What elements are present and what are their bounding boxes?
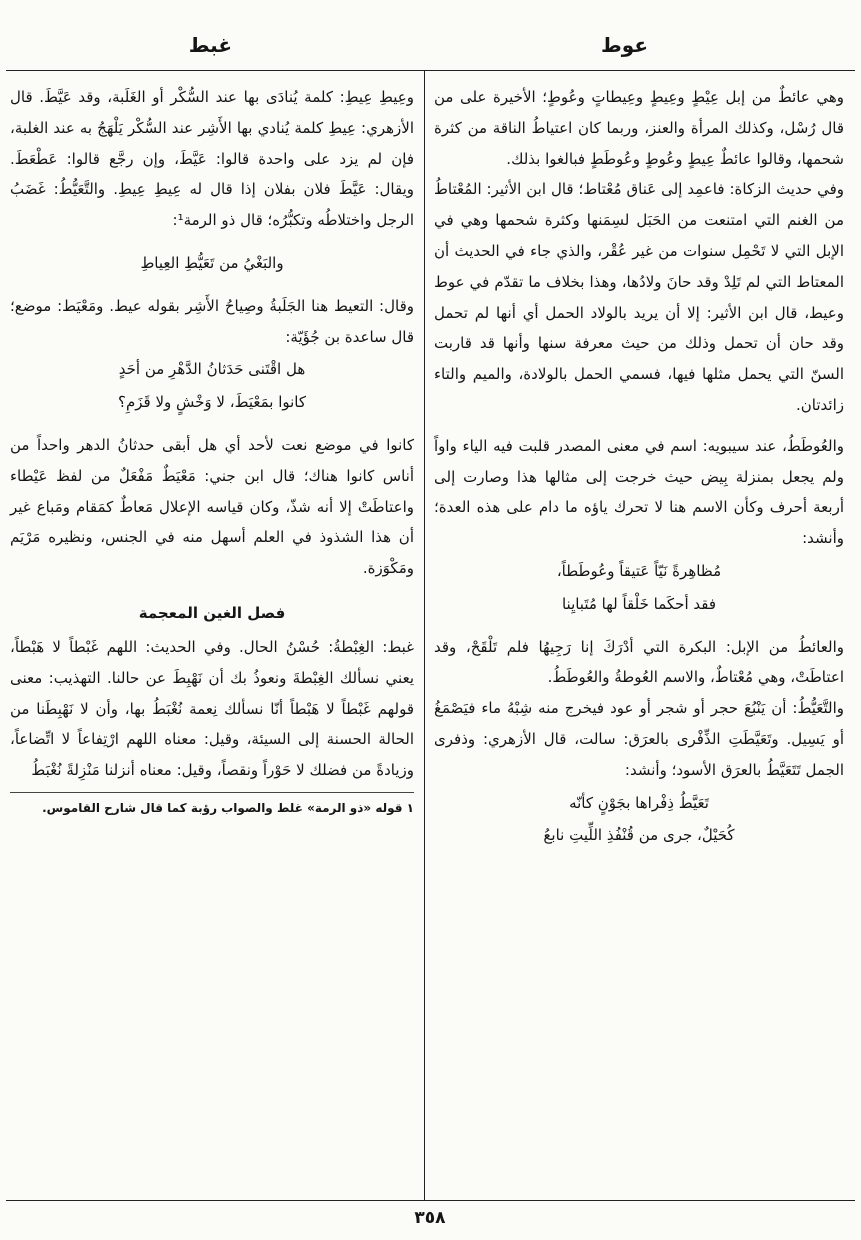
verse-line: والبَغْيُ من تَعَيُّطِ العِياطِ <box>140 253 284 272</box>
column-divider <box>424 70 425 1200</box>
running-head-left: غبط <box>188 33 232 57</box>
running-head-right: عوط <box>601 33 648 57</box>
right-column <box>434 82 844 853</box>
verse-line: كُحَيْلٌ، جرى من قُنْفُذِ اللِّيتِ نابعُ <box>543 826 735 845</box>
paragraph: وعِيطِ عِيطِ: كلمة يُنادَى بها عند السُّكْر أو الغَلَبة، وقد عَيَّطَ. قال الأزهري: عِيطِ كلمة يُنادي بها الأَشِر عند السُّكْر يَلْهَجُ به عند الغلبة، فإن لم يزد على واحدة قالوا: عَيَّطَ، وإن رجَّع قالوا: عَطْعَطَ. ويقال: عَيَّطَ فلان بفلان إذا قال له عِيطِ عِيطِ. والتَّعَيُّطُ: غَضَبُ الرجل واختلاطُه وتكبُّرُه؛ قال ذو الرمة¹: <box>10 88 414 230</box>
footnote-rule <box>10 792 414 793</box>
top-rule <box>6 70 855 71</box>
page-header <box>0 32 861 62</box>
paragraph: وهي عائطٌ من إبل عِيْطٍ وعِيطٍ وعِيطاتٍ وعُوطٍ؛ الأخيرة على من قال رُسْل، وكذلك المرأة والعنز، وربما كان اعتياطُ الناقة من كثرة شحمها، وقالوا عائطٌ عِيطٍ وعُوطٍ وعُوطَطٍ فبالغوا بذلك. <box>434 88 844 168</box>
verse-line: فقد أحكَما خَلْقاً لها مُتَبايِنا <box>561 594 717 613</box>
section-title: فصل الغين المعجمة <box>138 603 286 622</box>
paragraph: كانوا في موضع نعت لأحد أي هل أبقى حدثانُ الدهر واحداً من أناس كانوا هناك؛ قال ابن جني: مَعْيَطٌ مَفْعَلٌ من لفظ عَيْطاء واعتاطَتْ إلا أنه شذّ، وكان قياسه الإعلال مَعاطٌ كمَقام ومَباع غير أن هذا الشذوذ في العلم أسهل منه في الجنس، ونظيره مَرْيَم ومَكْوَزة. <box>10 435 414 578</box>
paragraph: والعُوطَطُ، عند سيبويه: اسم في معنى المصدر قلبت فيه الياء واواً ولم يجعل بمنزلة بِيض حيث خرجت إلى مثالها هذا وصارت إلى أربعة أحرف وكأن الاسم هنا لا تحرك ياؤه ما دام على هذه العدة؛ وأنشد: <box>434 436 844 548</box>
verse-line: تَعَيَّطُ ذِفْراها بجَوْنٍ كأنّه <box>569 793 709 812</box>
paragraph: وقال: التعيط هنا الجَلَبةُ وصِياحُ الأَشِر بقوله عيط. ومَعْيَط: موضع؛ قال ساعدة بن جُؤَيّة: <box>10 296 414 346</box>
page-number: ٣٥٨ <box>414 1208 446 1228</box>
left-column <box>10 82 414 819</box>
verse-line: كانوا بمَعْيَطَ، لا وَخْشٍ ولا قَزَمِ؟ <box>117 393 307 412</box>
verse-line: هل اقْتَنى حَدَثانُ الدَّهْرِ من أحَدٍ <box>118 360 306 379</box>
paragraph: غبط: الغِبْطةُ: حُسْنُ الحال. وفي الحديث: اللهم غَبْطاً لا هَبْطاً، يعني نسألك الغِبْطةَ ونعوذُ بك أن نَهْبِطَ عن حالنا. التهذيب: معنى قولهم غَبْطاً لا هَبْطاً أنّا نسألك نِعمة نُغْبَطُ بها، وأن لا نَهْبِطَنا من الحالة الحسنة إلى السيئة، وقيل: معناه اللهم ارْتِفاعاً لا اتِّضاعاً، وزيادةً من فضلك لا حَوْراً ونقصاً، وقيل: معناه أنزلنا مَنْزِلةً نُغْبَطُ <box>10 637 414 780</box>
bottom-rule <box>6 1200 855 1201</box>
verse-line: مُظاهِرةً نَيّاً عَتيقاً وعُوطَطاً، <box>556 561 722 580</box>
footnote: ١ قوله «ذو الرمة» غلط والصواب رؤبة كما قال شارح القاموس. <box>42 800 414 815</box>
paragraph: والتَّعَيُّطُ: أن يَنْبُعَ حجر أو شجر أو عود فيخرج منه شِبْهُ ماء فيَصْمَغُ أو يَسِيل. وتَعَيَّطَتِ الذِّفْرى بالعرَق: سالت، قال الأزهري: وذفرى الجمل تَتَعَيَّطُ بالعرَق الأسود؛ وأنشد: <box>434 699 844 779</box>
paragraph: والعائطُ من الإبل: البكرة التي أدْرَكَ إنا رَجِيهُا فلم تَلْقَحْ، وقد اعتاطَتْ، وهي مُعْتاطٌ، والاسم العُوطةُ والعُوطَطُ. <box>434 637 844 687</box>
paragraph: وفي حديث الزكاة: فاعمِد إلى عَناق مُعْتاط؛ قال ابن الأثير: المُعْتاطُ من الغنم التي امتنعت من الحَبَل لسِمَنها وكثرة شحمها وهي في الإبل التي لا تَحْمِل سنوات من غير عُقْر، والذي جاء في الحديث أن المعتاط التي لم تَلِدْ وقد حانَ ولادُها، وهذا بخلاف ما تقدّم في عوط وعيط، قال ابن الأثير: إلا أن يريد بالولاد الحمل أي أنها لم تحمل وقد حان أن تحمل وذلك من حيث معرفة سنها وأنها قد قاربت السنّ التي يحمل مثلها فيها، فسمي الحمل بالولادة، والميم والتاء زائدتان. <box>434 180 844 414</box>
